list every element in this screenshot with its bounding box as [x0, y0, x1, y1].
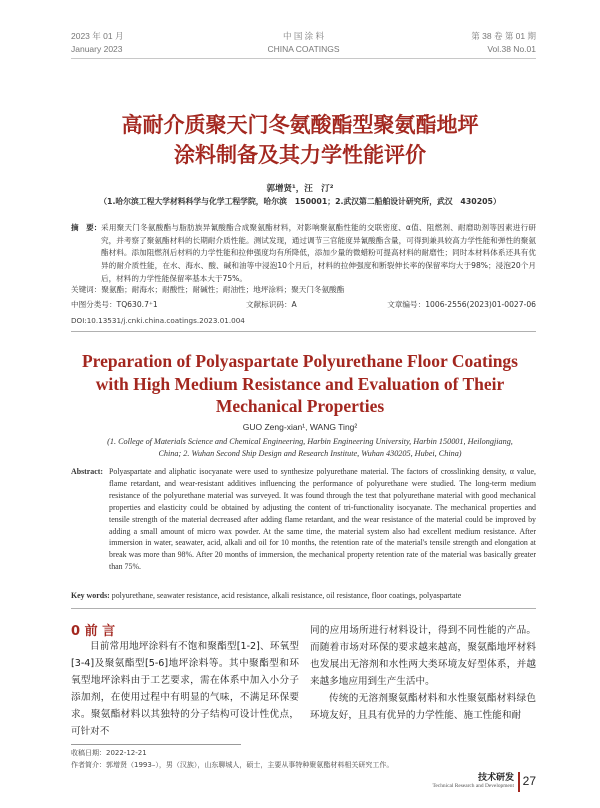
english-keywords-text: polyurethane, seawater resistance, acid resistance, alkali resistance, oil resistance, floor coatings, polyaspartate	[111, 591, 462, 600]
body-column-left	[71, 638, 299, 740]
chinese-title-line2: 涂料制备及其力学性能评价	[174, 143, 426, 167]
header-journal-en: CHINA COATINGS	[267, 44, 340, 54]
footnote-divider	[71, 744, 241, 745]
english-affiliation	[100, 436, 520, 460]
chinese-keywords: 关键词：聚氨酯；耐海水；耐酸性；耐碱性；耐油性；地坪涂料；聚天门冬氨酸酯	[71, 285, 345, 294]
header-date-cn: 2023 年 01 月	[71, 31, 124, 41]
header-volume	[471, 30, 536, 56]
chinese-abstract	[71, 222, 536, 286]
footer-section-en: Technical Research and Development	[432, 783, 514, 789]
section-heading: 0 前 言	[71, 624, 116, 639]
chinese-title-line1: 高耐介质聚天门冬氨酸酯型聚氨酯地坪	[121, 113, 479, 137]
english-authors: GUO Zeng-xian¹, WANG Ting²	[242, 422, 358, 432]
english-affiliation-line2: China; 2. Wuhan Second Ship Design and Research Institute, Wuhan 430205, Hubei, China)	[158, 449, 462, 458]
chinese-authors: 郭增贤¹，汪 汀²	[266, 184, 334, 194]
clc-number: 中图分类号：TQ630.7⁺1	[71, 300, 158, 309]
english-abstract	[71, 466, 536, 573]
english-abstract-label: Abstract:	[71, 467, 103, 476]
body-column-right	[310, 622, 536, 724]
author-biography: 作者简介：郭增贤（1993–），男（汉族），山东聊城人，硕士，主要从事特种聚氨酯材料相关研究工作。	[71, 761, 394, 769]
header-volume-en: Vol.38 No.01	[487, 44, 536, 54]
doi: DOI:10.13531/j.cnki.china.coatings.2023.01.004	[71, 316, 245, 325]
footer-section-cn: 技术研发	[477, 773, 514, 783]
article-number: 文章编号：1006-2556(2023)01-0027-06	[387, 300, 536, 309]
header-date-en: January 2023	[71, 44, 123, 54]
received-date: 收稿日期：2022-12-21	[71, 749, 147, 757]
chinese-metadata	[71, 299, 536, 311]
english-title	[30, 350, 570, 418]
english-title-line2: with High Medium Resistance and Evaluation of Their	[95, 373, 505, 394]
body-paragraph: 同的应用场所进行材料设计，得到不同性能的产品。而随着市场对环保的要求越来越高，聚氨酯地坪材料也发展出无溶剂和水性两大类环境友好型体系，并越来越多地应用到生产生活中。	[310, 625, 536, 687]
doi-divider	[71, 331, 536, 332]
footer-accent-bar	[518, 772, 520, 792]
english-title-line1: Preparation of Polyaspartate Polyurethane Floor Coatings	[81, 351, 518, 371]
english-title-line3: Mechanical Properties	[215, 396, 385, 416]
header-volume-cn: 第 38 卷 第 01 期	[471, 31, 536, 41]
document-code: 文献标识码：A	[246, 300, 297, 309]
header-divider	[71, 58, 536, 59]
header-journal	[71, 30, 536, 56]
body-paragraph: 目前常用地坪涂料有不饱和聚酯型[1-2]、环氧型[3-4]及聚氨酯型[5-6]地坪涂料等。其中聚酯型和环氧型地坪涂料由于工艺要求，需在体系中加入小分子添加剂，在使用过程中有明显的气味，不满足环保要求。聚氨酯材料以其独特的分子结构可设计性优点，可针对不	[71, 641, 299, 737]
english-keywords	[71, 591, 536, 600]
body-paragraph: 传统的无溶剂聚氨酯材料和水性聚氨酯材料绿色环境友好，且具有优异的力学性能、施工性能和耐	[310, 693, 536, 721]
english-keywords-label: Key words:	[71, 591, 110, 600]
page-number: 27	[522, 774, 536, 788]
chinese-abstract-label: 摘 要：	[71, 223, 102, 232]
english-affiliation-line1: (1. College of Materials Science and Chemical Engineering, Harbin Engineering University, Harbin 150001, Heilongjiang,	[107, 437, 513, 446]
footer-section	[433, 770, 515, 789]
keywords-divider	[71, 608, 536, 609]
english-abstract-text: Polyaspartate and aliphatic isocyanate were used to synthesize polyurethane material. The factors of crosslinking density, α value, flame retardant, and wear-resistant additives influencing the performance of polyurethane were studied. The long-term medium resistance of the polyurethane material was surveyed. It was found through the test that polyurethane material with good mechanical properties and elasticity could be obtained by adjusting the content of tri-functionality isocyanate. The mechanical properties and tensile strength of the material decreased after adding flame retardant, and the wear resistance of the material could be improved by adding a small amount of micro wax powder. At the same time, the material system also had excellent medium resistance. After immersion in water, seawater, acid, alkali and oil for 10 months, the retention rate of the material's tensile strength and elongation at break was more than 98%. After 20 months of immersion, the mechanical property retention rate of the material was basically greater than 75%.	[109, 467, 536, 572]
chinese-title	[40, 110, 560, 170]
chinese-abstract-text: 采用聚天门冬氨酸酯与脂肪族异氰酸酯合成聚氨酯材料，对影响聚氨酯性能的交联密度、α值、阻燃剂、耐磨助剂等因素进行研究，并考察了聚氨酯材料的长期耐介质性能。测试发现，通过调节三官能度异氰酸酯含量，可得到兼具较高力学性能和弹性的聚氨酯材料。添加阻燃剂后材料的力学性能和拉伸强度均有所降低，添加少量的微蜡粉可提高材料的耐磨性；同时本材料体系还具有优异的耐介质性能，在水、海水、酸、碱和油等中浸泡10个月后，材料的拉伸强度和断裂伸长率的保留率均大于98%；浸泡20个月后，材料的力学性能保留率基本大于75%。	[101, 223, 536, 283]
header-journal-cn: 中 国 涂 料	[282, 31, 325, 41]
chinese-affiliation: （1.哈尔滨工程大学材料科学与化学工程学院，哈尔滨 150001；2.武汉第二船舶设计研究所，武汉 430205）	[99, 197, 501, 206]
